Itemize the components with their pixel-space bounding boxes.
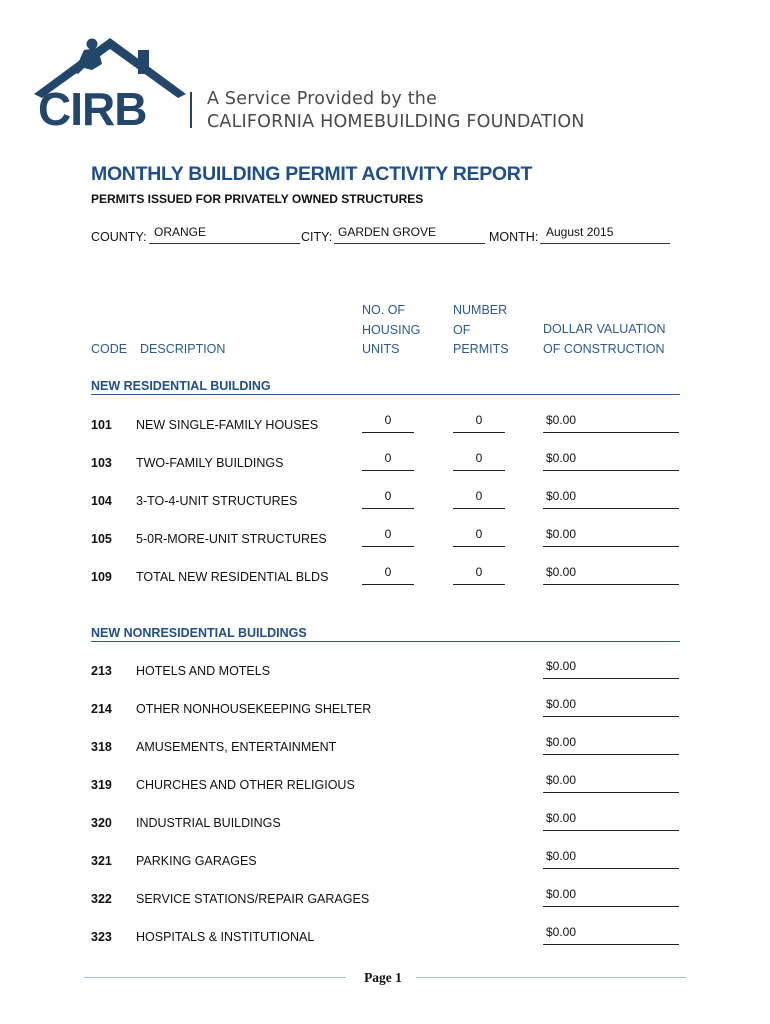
- housing-units-field[interactable]: [362, 470, 414, 471]
- col-permits-line2: OF: [453, 322, 471, 337]
- logo-divider: [190, 92, 192, 128]
- row-description: 3-TO-4-UNIT STRUCTURES: [136, 494, 298, 508]
- permits-field[interactable]: [453, 584, 505, 585]
- row-description: 5-0R-MORE-UNIT STRUCTURES: [136, 532, 327, 546]
- housing-units-field[interactable]: [362, 546, 414, 547]
- row-code: 213: [91, 664, 112, 678]
- permits-value: 0: [475, 527, 483, 541]
- footer-rule-left: [84, 977, 346, 978]
- row-code: 321: [91, 854, 112, 868]
- permits-field[interactable]: [453, 508, 505, 509]
- permits-value: 0: [475, 413, 483, 427]
- valuation-field[interactable]: [543, 944, 679, 945]
- row-description: TOTAL NEW RESIDENTIAL BLDS: [136, 570, 329, 584]
- row-code: 318: [91, 740, 112, 754]
- row-code: 105: [91, 532, 112, 546]
- col-housing-units-line2: HOUSING: [362, 322, 421, 337]
- residential-heading: NEW RESIDENTIAL BUILDING: [91, 379, 271, 393]
- row-code: 214: [91, 702, 112, 716]
- valuation-field[interactable]: [543, 584, 679, 585]
- logo-wordmark: CIRB: [38, 83, 147, 135]
- valuation-value: $0.00: [546, 451, 577, 465]
- valuation-field[interactable]: [543, 868, 679, 869]
- housing-units-field[interactable]: [362, 584, 414, 585]
- row-code: 322: [91, 892, 112, 906]
- permits-field[interactable]: [453, 470, 505, 471]
- cirb-logo: [34, 34, 194, 134]
- permits-field[interactable]: [453, 432, 505, 433]
- page-number: Page 1: [364, 970, 402, 985]
- valuation-value: $0.00: [546, 565, 577, 579]
- valuation-value: $0.00: [546, 849, 577, 863]
- valuation-value: $0.00: [546, 887, 577, 901]
- permits-value: 0: [475, 451, 483, 465]
- report-subtitle: PERMITS ISSUED FOR PRIVATELY OWNED STRUCTURES: [91, 192, 424, 206]
- valuation-value: $0.00: [546, 527, 577, 541]
- row-description: CHURCHES AND OTHER RELIGIOUS: [136, 778, 355, 792]
- row-description: AMUSEMENTS, ENTERTAINMENT: [136, 740, 337, 754]
- row-description: HOSPITALS & INSTITUTIONAL: [136, 930, 315, 944]
- county-field[interactable]: [149, 243, 300, 244]
- row-description: HOTELS AND MOTELS: [136, 664, 271, 678]
- valuation-value: $0.00: [546, 773, 577, 787]
- col-valuation-line2: OF CONSTRUCTION: [543, 341, 665, 356]
- valuation-value: $0.00: [546, 735, 577, 749]
- col-permits-line1: NUMBER: [453, 303, 508, 317]
- valuation-field[interactable]: [543, 678, 679, 679]
- permits-value: 0: [475, 489, 483, 503]
- logo-tagline-line1: A Service Provided by the: [207, 89, 438, 109]
- permits-field[interactable]: [453, 546, 505, 547]
- report-title: MONTHLY BUILDING PERMIT ACTIVITY REPORT: [91, 163, 533, 185]
- county-value: ORANGE: [154, 225, 207, 239]
- housing-units-value: 0: [384, 451, 392, 465]
- residential-rule: [91, 394, 680, 395]
- permits-value: 0: [475, 565, 483, 579]
- col-valuation-line1: DOLLAR VALUATION: [543, 322, 666, 336]
- valuation-value: $0.00: [546, 697, 577, 711]
- valuation-field[interactable]: [543, 546, 679, 547]
- row-description: NEW SINGLE-FAMILY HOUSES: [136, 418, 319, 432]
- col-code: CODE: [91, 342, 128, 356]
- col-housing-units-line1: NO. OF: [362, 303, 406, 317]
- nonresidential-rule: [91, 641, 680, 642]
- county-label: COUNTY:: [91, 230, 147, 244]
- valuation-field[interactable]: [543, 754, 679, 755]
- valuation-value: $0.00: [546, 659, 577, 673]
- footer-rule-right: [416, 977, 686, 978]
- valuation-field[interactable]: [543, 716, 679, 717]
- valuation-field[interactable]: [543, 508, 679, 509]
- col-permits: [453, 301, 509, 360]
- nonresidential-heading: NEW NONRESIDENTIAL BUILDINGS: [91, 626, 307, 640]
- row-code: 320: [91, 816, 112, 830]
- row-code: 103: [91, 456, 112, 470]
- city-value: GARDEN GROVE: [338, 225, 437, 239]
- col-valuation: [543, 320, 666, 359]
- housing-units-value: 0: [384, 527, 392, 541]
- row-description: TWO-FAMILY BUILDINGS: [136, 456, 284, 470]
- housing-units-value: 0: [384, 489, 392, 503]
- valuation-field[interactable]: [543, 792, 679, 793]
- row-description: OTHER NONHOUSEKEEPING SHELTER: [136, 702, 372, 716]
- month-field[interactable]: [540, 243, 670, 244]
- col-housing-units: [362, 301, 420, 360]
- city-field[interactable]: [334, 243, 485, 244]
- valuation-value: $0.00: [546, 925, 577, 939]
- housing-units-field[interactable]: [362, 432, 414, 433]
- row-code: 101: [91, 418, 112, 432]
- logo-tagline-line2: CALIFORNIA HOMEBUILDING FOUNDATION: [207, 112, 585, 132]
- housing-units-value: 0: [384, 565, 392, 579]
- valuation-field[interactable]: [543, 830, 679, 831]
- month-value: August 2015: [546, 225, 614, 239]
- row-code: 319: [91, 778, 112, 792]
- valuation-field[interactable]: [543, 432, 679, 433]
- row-description: INDUSTRIAL BUILDINGS: [136, 816, 281, 830]
- city-label: CITY:: [301, 230, 333, 244]
- col-housing-units-line3: UNITS: [362, 342, 400, 356]
- valuation-value: $0.00: [546, 413, 577, 427]
- valuation-value: $0.00: [546, 489, 577, 503]
- valuation-field[interactable]: [543, 906, 679, 907]
- month-label: MONTH:: [489, 230, 539, 244]
- row-code: 323: [91, 930, 112, 944]
- valuation-value: $0.00: [546, 811, 577, 825]
- housing-units-value: 0: [384, 413, 392, 427]
- row-description: SERVICE STATIONS/REPAIR GARAGES: [136, 892, 370, 906]
- valuation-field[interactable]: [543, 470, 679, 471]
- row-description: PARKING GARAGES: [136, 854, 257, 868]
- row-code: 109: [91, 570, 112, 584]
- housing-units-field[interactable]: [362, 508, 414, 509]
- col-permits-line3: PERMITS: [453, 342, 509, 356]
- row-code: 104: [91, 494, 112, 508]
- col-description: DESCRIPTION: [140, 342, 226, 356]
